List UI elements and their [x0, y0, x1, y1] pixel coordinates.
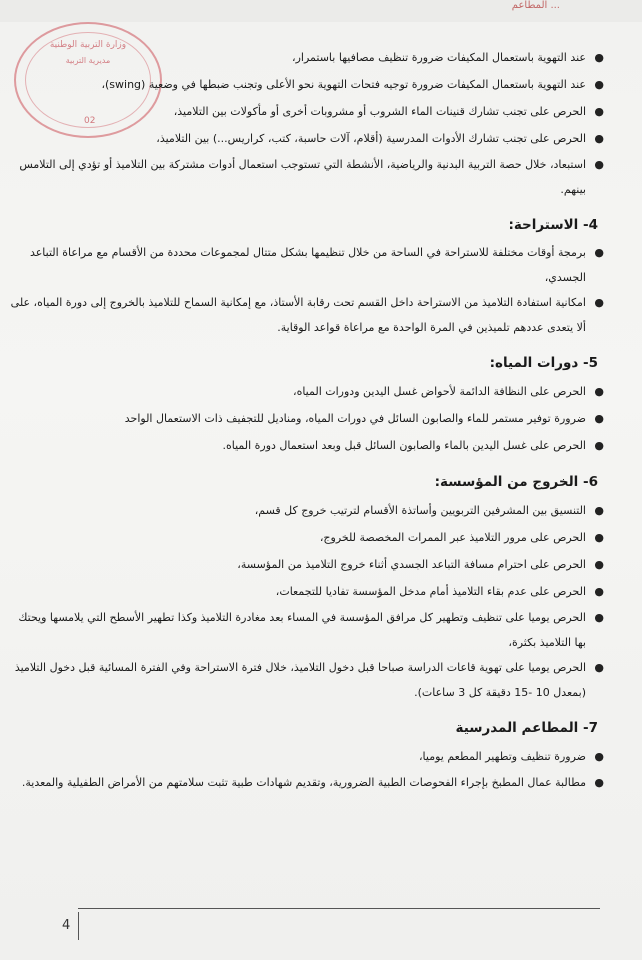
stamp-line-2: مديرية التربية — [65, 56, 111, 65]
list-item: ● امكانية استفادة التلاميذ من الاستراحة داخل القسم تحت رقابة الأستاذ، مع إمكانية السماح للتلاميذ بالخروج إلى دورة المياه، على ألا يتعدى عددهم تلميذين في المرة الواحدة مع مراعاة قواعد الوقاية. — [10, 290, 608, 340]
header-fragment: ... المطاعم — [511, 0, 560, 11]
footer-vertical-bar — [78, 912, 79, 940]
bullet-icon: ● — [594, 132, 604, 145]
bullet-icon: ● — [594, 105, 604, 118]
bullet-icon: ● — [594, 531, 604, 544]
list-item: ● استبعاد، خلال حصة التربية البدنية والرياضية، الأنشطة التي تستوجب استعمال أدوات مشتركة بين التلاميذ أو تؤدي إلى التلامس بينهم. — [10, 152, 608, 202]
list-item: ● الحرص على عدم بقاء التلاميذ أمام مدخل المؤسسة تفاديا للتجمعات، — [10, 578, 608, 605]
list-item: ● الحرص على تجنب تشارك قنينات الماء الشروب أو مشروبات أخرى أو مأكولات بين التلاميذ، — [10, 98, 608, 125]
list-item: ● التنسيق بين المشرفين التربويين وأساتذة الأقسام لترتيب خروج كل قسم، — [10, 497, 608, 524]
bullet-icon: ● — [594, 558, 604, 571]
bullet-icon: ● — [594, 51, 604, 64]
list-item: ● عند التهوية باستعمال المكيفات ضرورة تنظيف مصافيها باستمرار، — [10, 44, 608, 71]
bullet-icon: ● — [594, 585, 604, 598]
section-heading: 6- الخروج من المؤسسة: — [434, 474, 598, 490]
list-item: ● برمجة أوقات مختلفة للاستراحة في الساحة من خلال تنظيمها بشكل متتال لمجموعات محددة من الأقسام مع مراعاة التباعد الجسدي، — [10, 240, 608, 290]
bullet-icon: ● — [594, 412, 604, 425]
list-item: ● عند التهوية باستعمال المكيفات ضرورة توجيه فتحات التهوية نحو الأعلى وتجنب ضبطها في وضعية (swing)، — [10, 71, 608, 98]
section-heading: 4- الاستراحة: — [508, 217, 598, 233]
bullet-icon: ● — [594, 158, 604, 171]
list-item: ● ضرورة تنظيف وتطهير المطعم يوميا، — [10, 743, 608, 770]
list-item: ● الحرص على تجنب تشارك الأدوات المدرسية (أقلام، آلات حاسبة، كتب، كراريس...) بين التلاميذ، — [10, 125, 608, 152]
bullet-icon: ● — [594, 296, 604, 309]
footer-divider — [78, 908, 600, 909]
list-item: ● الحرص على النظافة الدائمة لأحواض غسل اليدين ودورات المياه، — [10, 378, 608, 405]
bullet-icon: ● — [594, 750, 604, 763]
bullet-icon: ● — [594, 776, 604, 789]
bullet-icon: ● — [594, 78, 604, 91]
list-item: ● مطالبة عمال المطبخ بإجراء الفحوصات الطبية الضرورية، وتقديم شهادات طبية تثبت سلامتهم من الأمراض الطفيلية والمعدية. — [10, 770, 608, 795]
bullet-icon: ● — [594, 385, 604, 398]
bullet-icon: ● — [594, 611, 604, 624]
list-item: ● الحرص يوميا على تنظيف وتطهير كل مرافق المؤسسة في المساء بعد مغادرة التلاميذ وكذا تطهير الأسطح التي يلامسها ويحتك بها التلاميذ بكثرة، — [10, 605, 608, 655]
bullet-icon: ● — [594, 246, 604, 259]
bullet-icon: ● — [594, 504, 604, 517]
bullet-icon: ● — [594, 439, 604, 452]
section-heading: 5- دورات المياه: — [489, 355, 598, 371]
list-item: ● الحرص على مرور التلاميذ عبر الممرات المخصصة للخروج، — [10, 524, 608, 551]
list-item: ● الحرص على احترام مسافة التباعد الجسدي أثناء خروج التلاميذ من المؤسسة، — [10, 551, 608, 578]
stamp-number: 02 — [84, 116, 96, 126]
list-item: ● الحرص على غسل اليدين بالماء والصابون السائل قبل وبعد استعمال دورة المياه. — [10, 432, 608, 459]
section-heading: 7- المطاعم المدرسية — [455, 720, 598, 736]
stamp-line-1: وزارة التربية الوطنية — [49, 40, 127, 50]
list-item: ● ضرورة توفير مستمر للماء والصابون السائل في دورات المياه، ومناديل للتجفيف ذات الاستعمال الواحد — [10, 405, 608, 432]
bullet-icon: ● — [594, 661, 604, 674]
page-number: 4 — [62, 918, 71, 933]
document-content — [10, 44, 608, 795]
list-item: ● الحرص يوميا على تهوية قاعات الدراسة صباحا قبل دخول التلاميذ، خلال فترة الاستراحة وفي الفترة المسائية قبل دخول التلاميذ (بمعدل 10 -15 دقيقة كل 3 ساعات). — [10, 655, 608, 705]
